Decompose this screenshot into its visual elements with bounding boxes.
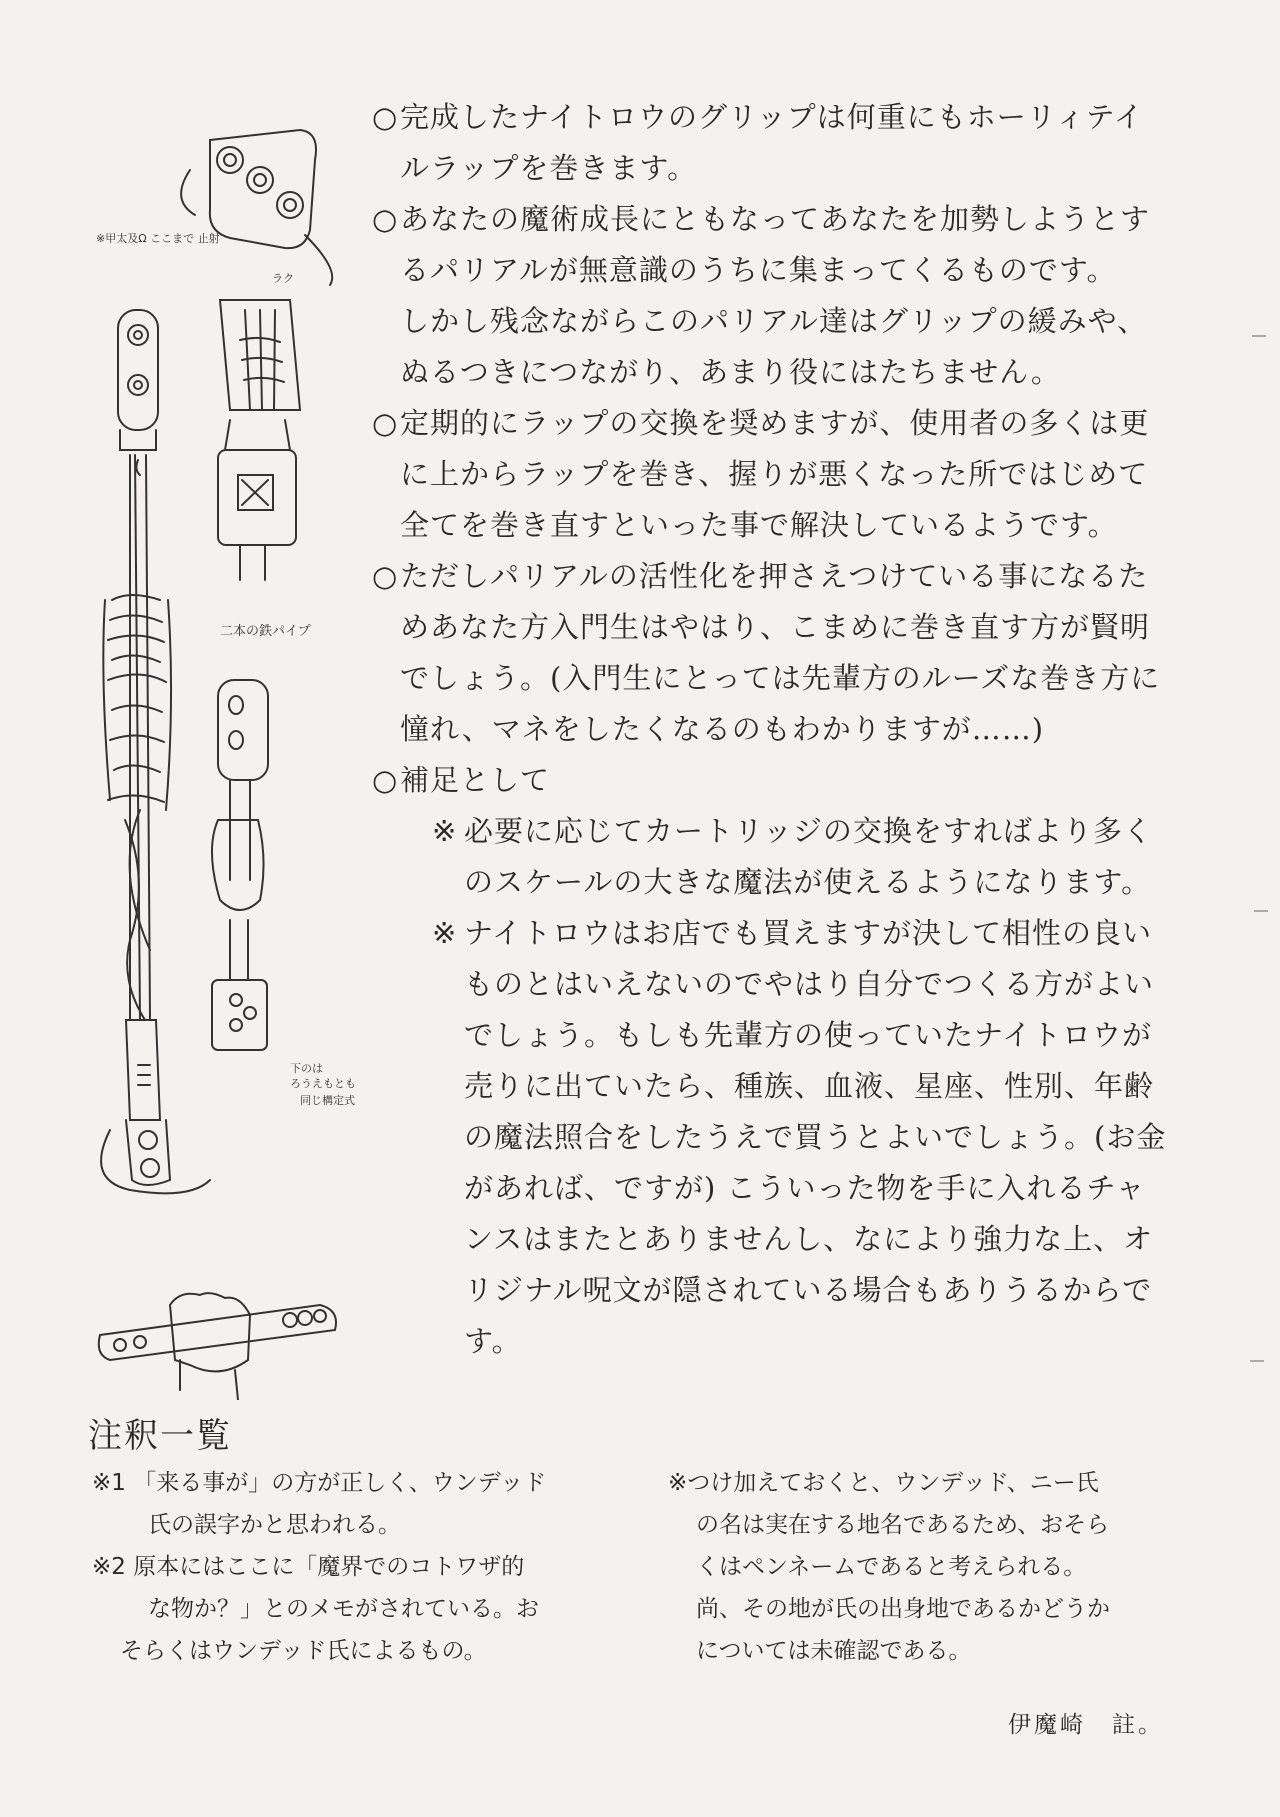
hand-grip-sketch [99,1293,336,1400]
grip-detail-sketch [181,130,332,285]
main-wand-sketch [101,310,210,1193]
sketch-annotation-wrap: ラク [272,272,294,285]
sub-item-2: ※ ナイトロウはお店でも買えますが決して相性の良い ものとはいえないのでやはり自分でつくる方がよい でしょう。もしも先輩方の使っていたナイトロウが 売りに出ていたら、種族、血液、星座、性別、年齢 の魔法照合をしたうえで買うとよいでしょう。(お金 があれば、ですが) こういった物を手に入れるチャ ンスはまたとありませんし、なにより強力な上、オ リジナル呪文が隠されている場合もありうるからです。 [432,916,1167,1358]
pipe-detail-sketch [212,680,268,1050]
sketch-annotation-bottom-3: 同じ構定式 [300,1094,355,1107]
scan-edge-mark [1254,910,1268,912]
wand-sketch-illustration [90,120,390,1400]
note-1: ※1 「来る事が」の方が正しく、ウンデッド 氏の誤字かと思われる。 [92,1470,547,1538]
notes-title: 注釈一覧 [88,1416,232,1456]
sketch-annotation-pipe: 二本の鉄パイプ [220,624,311,639]
paragraph-2: ○あなたの魔術成長にともなってあなたを加勢しようとす るパリアルが無意識のうちに集まってくるものです。 しかし残念ながらこのパリアル達はグリップの緩みや、 ぬるつきにつながり、あまり役にはたちません。 [372,202,1151,389]
note-2: ※2 原本にはここに「魔界でのコトワザ的 な物か？」とのメモがされている。お そらくはウンデッド氏によるもの。 [92,1554,539,1664]
note-signature: 伊魔崎 註。 [1008,1712,1164,1738]
sub-item-1: ※ 必要に応じてカートリッジの交換をすればより多く のスケールの大きな魔法が使えるようになります。 [432,814,1153,899]
main-text-block [372,92,1192,1367]
note-addendum: ※つけ加えておくと、ウンデッド、ニー氏 の名は実在する地名であるため、おそら くはペンネームであると考えられる。 尚、その地が氏の出身地であるかどうか については未確認である。 [668,1470,1110,1664]
paragraph-1: ○完成したナイトロウのグリップは何重にもホーリィテイ ルラップを巻きます。 [372,100,1144,185]
sketch-annotation-bottom-1: 下のは [290,1062,323,1075]
sketch-annotation-bottom-2: ろうえもとも [290,1077,356,1090]
paragraph-5: ○補足として [372,763,551,797]
scan-edge-mark [1252,335,1266,337]
notes-right-column [668,1462,1188,1672]
paragraph-4: ○ただしパリアルの活性化を押さえつけている事になるた めあなた方入門生はやはり、こまめに巻き直す方が賢明 でしょう。(入門生にとっては先輩方のルーズな巻き方に 憧れ、マネをしたくなるのもわかりますが……) [372,559,1161,746]
wrap-detail-sketch [218,300,300,580]
paragraph-3: ○定期的にラップの交換を奨めますが、使用者の多くは更 に上からラップを巻き、握りが悪くなった所ではじめて 全てを巻き直すといった事で解決しているようです。 [372,406,1150,542]
scan-edge-mark [1250,1360,1264,1362]
sketch-annotation-top: ※甲太及Ω ここまで 止射 [96,232,220,245]
notes-left-column [92,1462,612,1672]
